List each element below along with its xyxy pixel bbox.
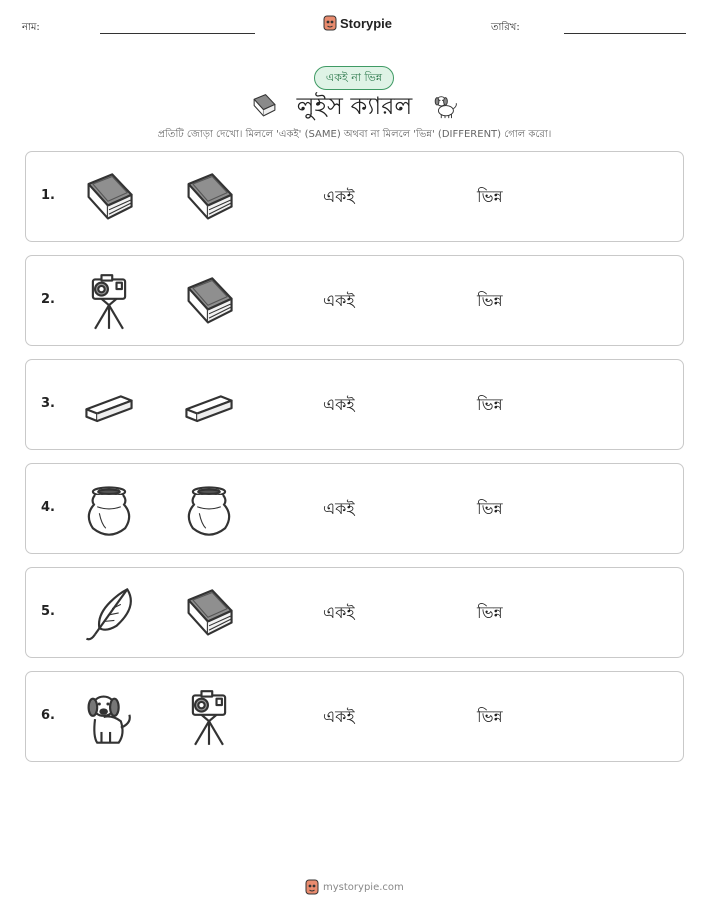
camera-icon: [80, 273, 138, 331]
footer-logo-icon: [305, 879, 319, 895]
question-row: [25, 671, 684, 762]
date-label: তারিখ:: [491, 22, 520, 33]
eraser-icon: [80, 377, 138, 435]
brand-logo: [323, 13, 392, 33]
option-different[interactable]: ভিন্ন: [477, 187, 503, 206]
book-icon: [180, 585, 238, 643]
footer-url[interactable]: mystorypie.com: [323, 881, 404, 893]
storypie-logo-icon: [323, 15, 337, 31]
brand-name: Storypie: [340, 15, 393, 31]
question-number: 2.: [41, 292, 55, 307]
dog-icon: [80, 689, 138, 747]
book-icon: [180, 169, 238, 227]
option-same[interactable]: একই: [323, 187, 355, 206]
instruction-text: প্রতিটি জোড়া দেখো। মিললে 'একই' (SAME) অথবা না মিললে 'ভিন্ন' (DIFFERENT) গোল করো।: [157, 129, 552, 140]
name-label: নাম:: [22, 22, 40, 33]
question-row: [25, 567, 684, 658]
option-different[interactable]: ভিন্ন: [477, 707, 503, 726]
book-icon: [80, 169, 138, 227]
date-line[interactable]: [564, 33, 686, 34]
question-row: [25, 255, 684, 346]
option-different[interactable]: ভিন্ন: [477, 603, 503, 622]
option-different[interactable]: ভিন্ন: [477, 291, 503, 310]
feather-icon: [80, 585, 138, 643]
option-different[interactable]: ভিন্ন: [477, 395, 503, 414]
question-row: [25, 463, 684, 554]
question-number: 5.: [41, 604, 55, 619]
question-number: 6.: [41, 708, 55, 723]
footer: [305, 879, 404, 895]
question-number: 4.: [41, 500, 55, 515]
option-same[interactable]: একই: [323, 291, 355, 310]
option-same[interactable]: একই: [323, 499, 355, 518]
topic-badge: একই না ভিন্ন: [314, 66, 394, 90]
camera-icon: [180, 689, 238, 747]
page-title: লুইস ক্যারল: [296, 92, 413, 120]
question-row: [25, 151, 684, 242]
question-number: 1.: [41, 188, 55, 203]
name-line[interactable]: [100, 33, 255, 34]
question-number: 3.: [41, 396, 55, 411]
question-row: [25, 359, 684, 450]
option-same[interactable]: একই: [323, 603, 355, 622]
pot-icon: [180, 481, 238, 539]
option-same[interactable]: একই: [323, 707, 355, 726]
book-icon: [180, 273, 238, 331]
pot-icon: [80, 481, 138, 539]
title-dog-icon: [431, 91, 459, 121]
eraser-icon: [180, 377, 238, 435]
option-same[interactable]: একই: [323, 395, 355, 414]
option-different[interactable]: ভিন্ন: [477, 499, 503, 518]
